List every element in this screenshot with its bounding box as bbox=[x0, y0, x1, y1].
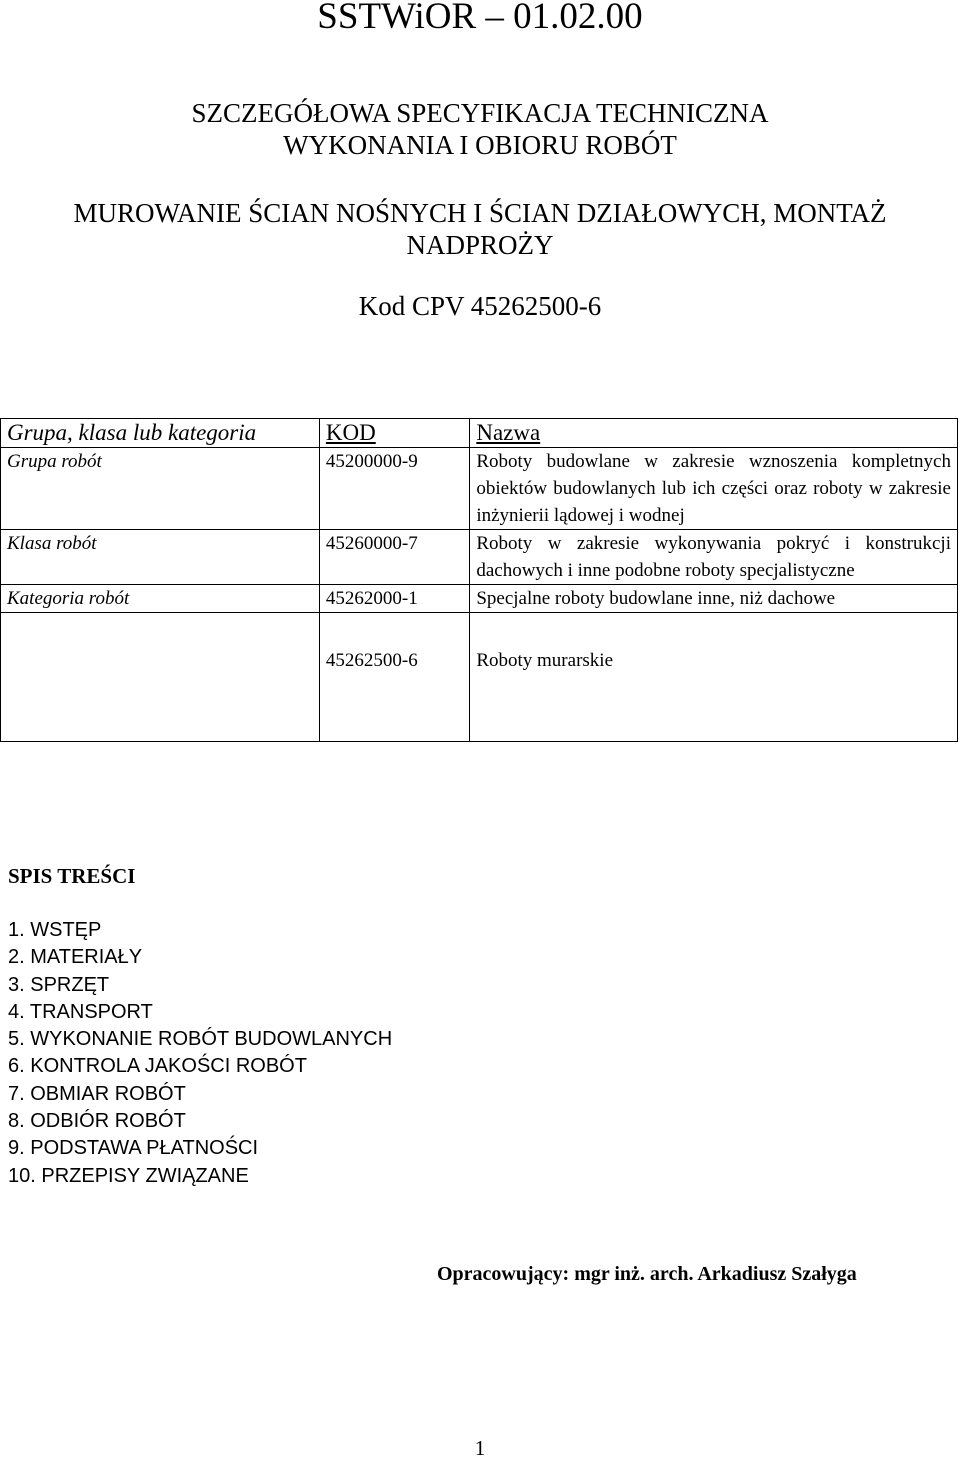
row-name: Specjalne roboty budowlane inne, niż dachowe bbox=[470, 585, 958, 613]
toc-item: 6. KONTROLA JAKOŚCI ROBÓT bbox=[8, 1055, 307, 1078]
row-code: 45262000-1 bbox=[319, 585, 469, 613]
cpv-code: Kod CPV 45262500-6 bbox=[358, 291, 602, 321]
toc-item: 3. SPRZĘT bbox=[8, 973, 110, 996]
column-header-level: Grupa, klasa lub kategoria bbox=[1, 419, 320, 448]
subject-title-line-2: NADPROŻY bbox=[406, 230, 554, 260]
table-row bbox=[1, 530, 958, 585]
spec-title-line-2: WYKONANIA I OBIORU ROBÓT bbox=[283, 130, 677, 160]
row-code: 45260000-7 bbox=[319, 530, 469, 585]
row-name: Roboty w zakresie wykonywania pokryć i konstrukcji dachowych i inne podobne roboty specjalistyczne bbox=[470, 530, 958, 585]
row-level: Klasa robót bbox=[1, 530, 320, 585]
row-level: Kategoria robót bbox=[1, 585, 320, 613]
row-code: 45262500-6 bbox=[319, 613, 469, 742]
toc-item: 2. MATERIAŁY bbox=[8, 946, 143, 969]
row-name: Roboty murarskie bbox=[470, 613, 958, 742]
toc-title: SPIS TREŚCI bbox=[8, 864, 136, 888]
classification-table bbox=[0, 418, 958, 742]
column-header-name: Nazwa bbox=[470, 419, 958, 448]
table-row bbox=[1, 448, 958, 530]
subject-title-line-1: MUROWANIE ŚCIAN NOŚNYCH I ŚCIAN DZIAŁOWYCH, MONTAŻ bbox=[73, 198, 887, 228]
toc-item: 10. PRZEPISY ZWIĄZANE bbox=[8, 1164, 249, 1187]
document-code: SSTWiOR – 01.02.00 bbox=[317, 0, 643, 37]
row-name: Roboty budowlane w zakresie wznoszenia kompletnych obiektów budowlanych lub ich części oraz roboty w zakresie inżynierii lądowej i wodnej bbox=[470, 448, 958, 530]
toc-item: 9. PODSTAWA PŁATNOŚCI bbox=[8, 1137, 259, 1160]
toc-item: 4. TRANSPORT bbox=[8, 1000, 153, 1023]
page-number: 1 bbox=[474, 1436, 486, 1460]
row-level bbox=[1, 613, 320, 742]
table-row bbox=[1, 585, 958, 613]
row-level: Grupa robót bbox=[1, 448, 320, 530]
author-line: Opracowujący: mgr inż. arch. Arkadiusz Szałyga bbox=[437, 1263, 857, 1285]
table-row bbox=[1, 613, 958, 742]
toc-item: 8. ODBIÓR ROBÓT bbox=[8, 1110, 186, 1133]
table-header-row bbox=[1, 419, 958, 448]
spec-title-line-1: SZCZEGÓŁOWA SPECYFIKACJA TECHNICZNA bbox=[191, 98, 769, 128]
toc-item: 7. OBMIAR ROBÓT bbox=[8, 1082, 186, 1105]
table-of-contents bbox=[8, 917, 392, 1190]
toc-item: 1. WSTĘP bbox=[8, 919, 102, 941]
column-header-code: KOD bbox=[319, 419, 469, 448]
toc-item: 5. WYKONANIE ROBÓT BUDOWLANYCH bbox=[8, 1028, 393, 1051]
row-code: 45200000-9 bbox=[319, 448, 469, 530]
